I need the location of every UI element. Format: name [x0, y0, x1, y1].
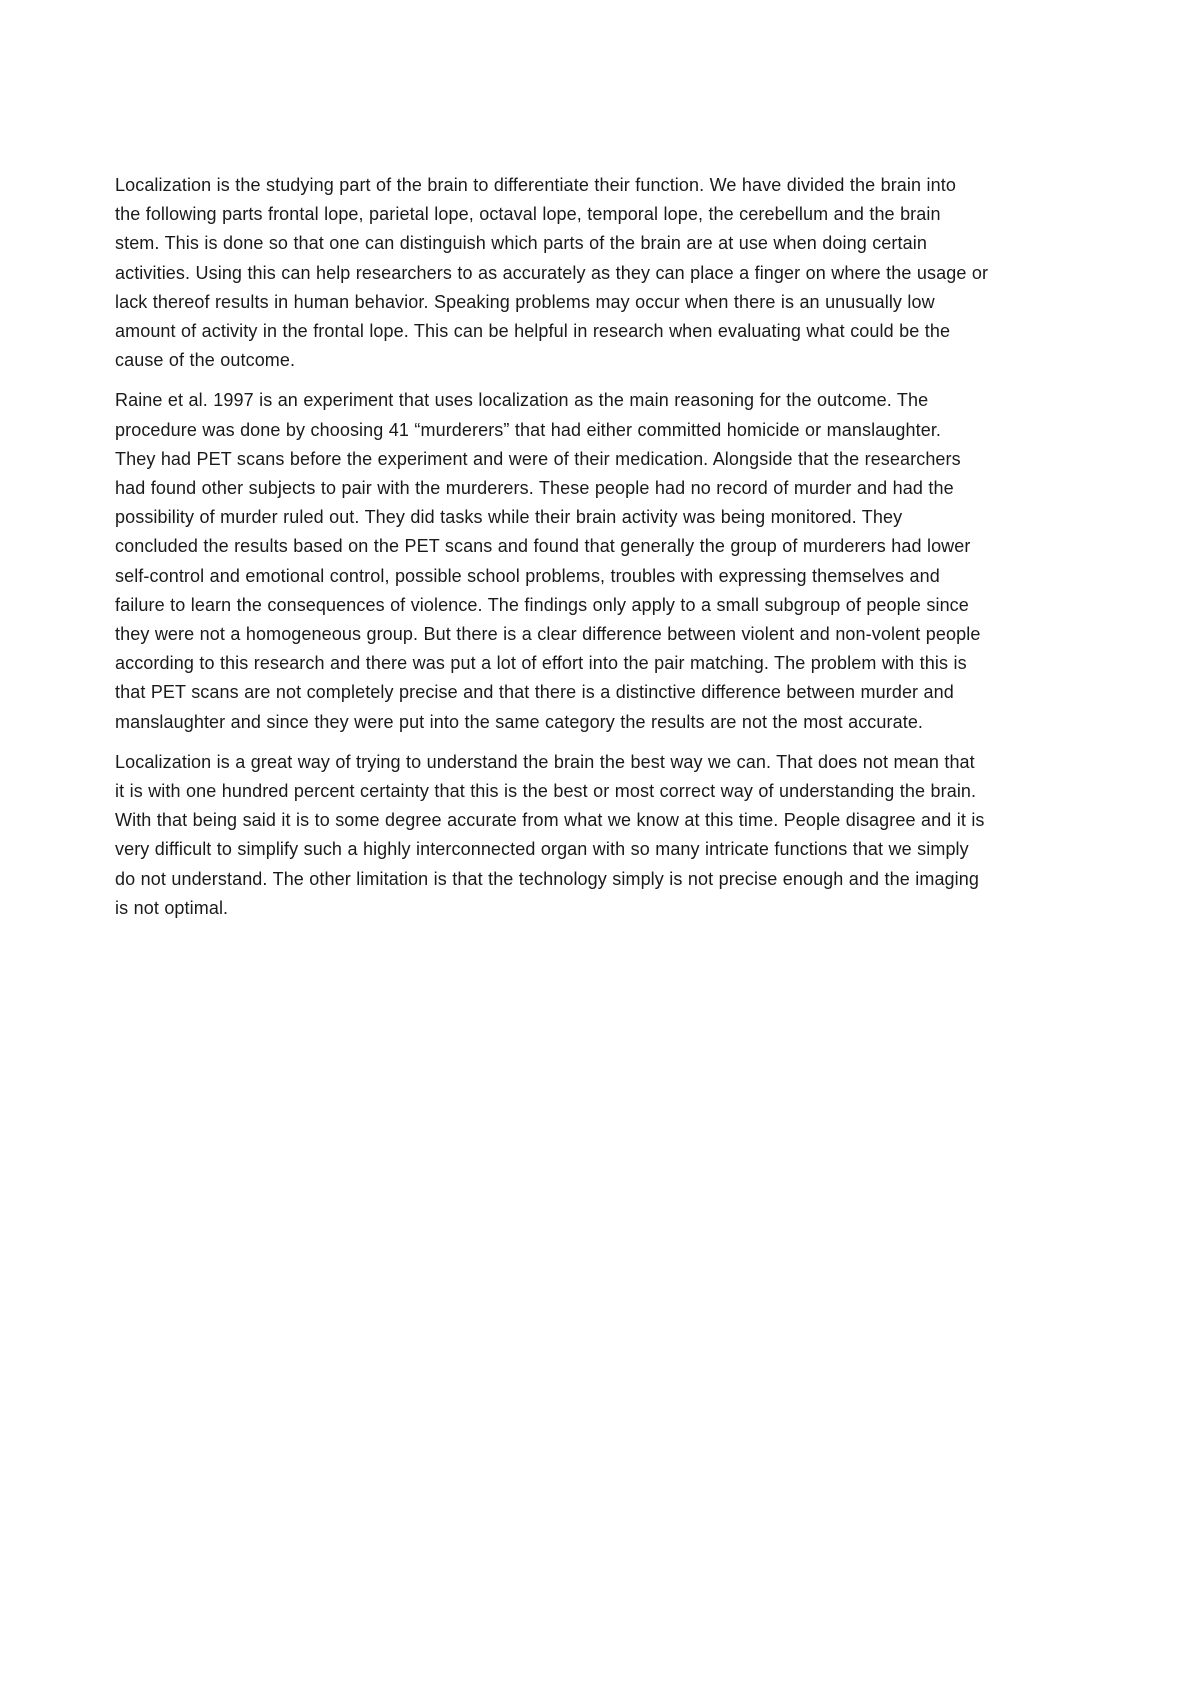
- paragraph-localization-intro: Localization is the studying part of the brain to differentiate their function. We have divided the brain into the following parts frontal lope, parietal lope, octaval lope, temporal lope, the cerebellum and the brain stem. This is done so that one can distinguish which parts of the brain are at use when doing certain activities. Using this can help researchers to as accurately as they can place a finger on where the usage or lack thereof results in human behavior. Speaking problems may occur when there is an unusually low amount of activity in the frontal lope. This can be helpful in research when evaluating what could be the cause of the outcome.: [115, 175, 989, 371]
- paragraph-raine-study: Raine et al. 1997 is an experiment that uses localization as the main reasoning for the outcome. The procedure was done by choosing 41 “murderers” that had either committed homicide or manslaughter. They had PET scans before the experiment and were of their medication. Alongside that the researchers had found other subjects to pair with the murderers. These people had no record of murder and had the possibility of murder ruled out. They did tasks while their brain activity was being monitored. They concluded the results based on the PET scans and found that generally the group of murderers had lower self-control and emotional control, possible school problems, troubles with expressing themselves and failure to learn the consequences of violence. The findings only apply to a small subgroup of people since they were not a homogeneous group. But there is a clear difference between violent and non-volent people according to this research and there was put a lot of effort into the pair matching. The problem with this is that PET scans are not completely precise and that there is a distinctive difference between murder and manslaughter and since they were put into the same category the results are not the most accurate.: [115, 390, 981, 732]
- document-body: [115, 171, 1095, 934]
- paragraph-localization-evaluation: Localization is a great way of trying to understand the brain the best way we can. That does not mean that it is with one hundred percent certainty that this is the best or most correct way of understanding the brain. With that being said it is to some degree accurate from what we know at this time. People disagree and it is very difficult to simplify such a highly interconnected organ with so many intricate functions that we simply do not understand. The other limitation is that the technology simply is not precise enough and the imaging is not optimal.: [115, 751, 985, 918]
